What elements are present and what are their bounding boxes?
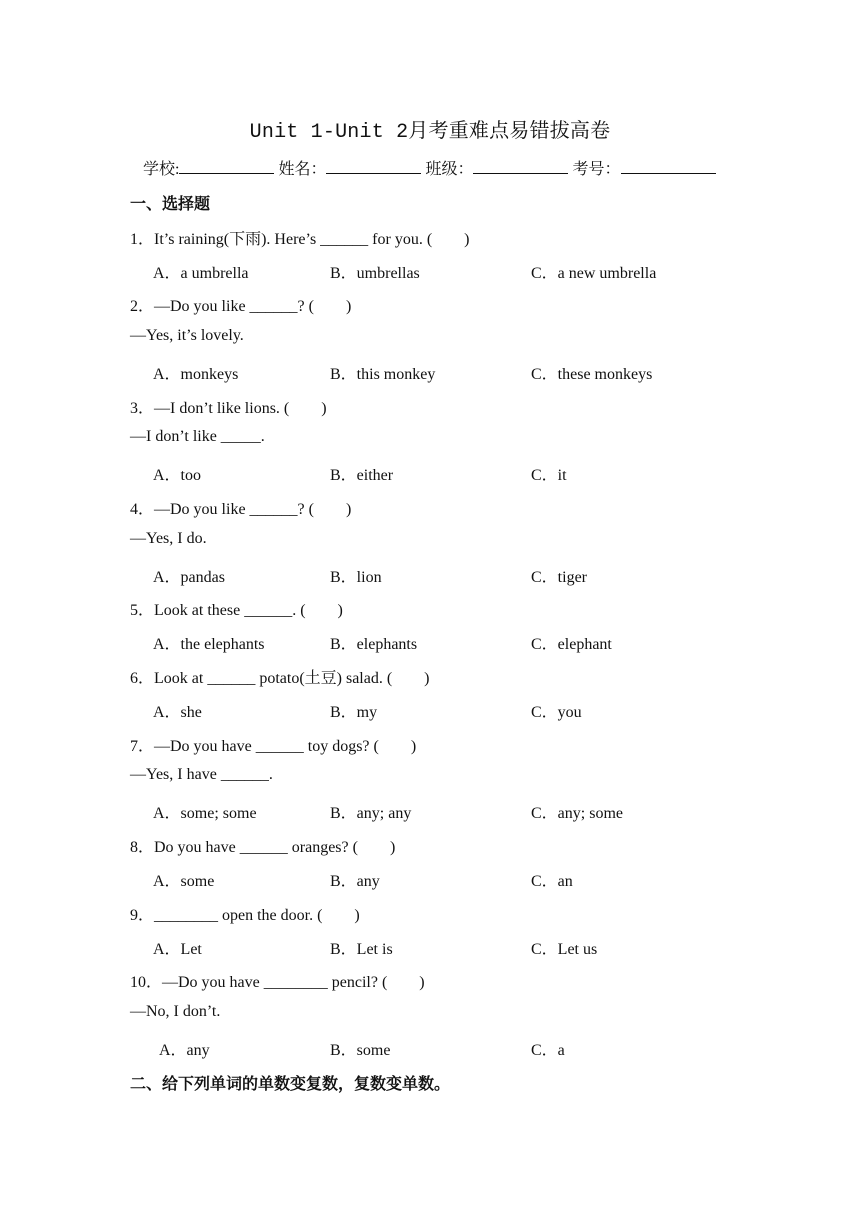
school-label: 学校: (143, 161, 180, 178)
option-b[interactable]: B．any (330, 873, 380, 890)
question-stem: 10．—Do you have ________ pencil? ( ) (130, 974, 425, 991)
option-a[interactable]: A．Let (153, 941, 202, 958)
option-b[interactable]: B．elephants (330, 636, 418, 653)
option-b[interactable]: B．this monkey (330, 366, 436, 383)
number-blank[interactable] (621, 159, 716, 174)
option-c[interactable]: C．a (531, 1042, 565, 1059)
question-stem: 4．—Do you like ______? ( ) (130, 501, 352, 518)
section-heading-plural: 二、给下列单词的单数变复数，复数变单数。 (130, 1074, 451, 1093)
option-c[interactable]: C．tiger (531, 569, 587, 586)
option-b[interactable]: B．my (330, 704, 378, 721)
question-followup: —Yes, I have ______. (130, 766, 273, 783)
class-label: 班级： (425, 161, 474, 178)
option-c[interactable]: C．any; some (531, 805, 623, 822)
question-followup: —No, I don’t. (130, 1003, 221, 1020)
question-stem: 7．—Do you have ______ toy dogs? ( ) (130, 738, 417, 755)
student-info-row (143, 156, 716, 179)
question-stem: 3．—I don’t like lions. ( ) (130, 400, 327, 417)
option-b[interactable]: B．either (330, 467, 394, 484)
section-heading-choice: 一、选择题 (130, 194, 211, 213)
option-c[interactable]: C．it (531, 467, 567, 484)
question-followup: —Yes, it’s lovely. (130, 327, 244, 344)
option-b[interactable]: B．Let is (330, 941, 393, 958)
option-c[interactable]: C．these monkeys (531, 366, 653, 383)
class-blank[interactable] (473, 159, 568, 174)
option-a[interactable]: A．some; some (153, 805, 257, 822)
question-stem: 8．Do you have ______ oranges? ( ) (130, 839, 396, 856)
option-a[interactable]: A．pandas (153, 569, 225, 586)
question-stem: 5．Look at these ______. ( ) (130, 602, 343, 619)
option-b[interactable]: B．umbrellas (330, 265, 420, 282)
option-c[interactable]: C．a new umbrella (531, 265, 657, 282)
question-stem: 1．It’s raining(下雨). Here’s ______ for you. ( ) (130, 231, 470, 248)
option-a[interactable]: A．the elephants (153, 636, 265, 653)
option-c[interactable]: C．you (531, 704, 582, 721)
question-stem: 2．—Do you like ______? ( ) (130, 298, 352, 315)
option-b[interactable]: B．any; any (330, 805, 412, 822)
option-a[interactable]: A．monkeys (153, 366, 239, 383)
number-label: 考号： (572, 161, 621, 178)
option-b[interactable]: B．lion (330, 569, 382, 586)
question-followup: —Yes, I do. (130, 530, 207, 547)
option-c[interactable]: C．Let us (531, 941, 598, 958)
name-label: 姓名： (278, 161, 327, 178)
question-stem: 9．________ open the door. ( ) (130, 907, 360, 924)
option-a[interactable]: A．a umbrella (153, 265, 249, 282)
question-followup: —I don’t like _____. (130, 428, 265, 445)
option-b[interactable]: B．some (330, 1042, 391, 1059)
name-blank[interactable] (326, 159, 421, 174)
option-c[interactable]: C．an (531, 873, 573, 890)
option-a[interactable]: A．some (153, 873, 215, 890)
school-blank[interactable] (179, 159, 274, 174)
option-c[interactable]: C．elephant (531, 636, 612, 653)
page-title: Unit 1-Unit 2月考重难点易错拔高卷 (249, 121, 611, 144)
option-a[interactable]: A．any (159, 1042, 210, 1059)
option-a[interactable]: A．too (153, 467, 202, 484)
question-stem: 6．Look at ______ potato(土豆) salad. ( ) (130, 670, 430, 687)
option-a[interactable]: A．she (153, 704, 202, 721)
